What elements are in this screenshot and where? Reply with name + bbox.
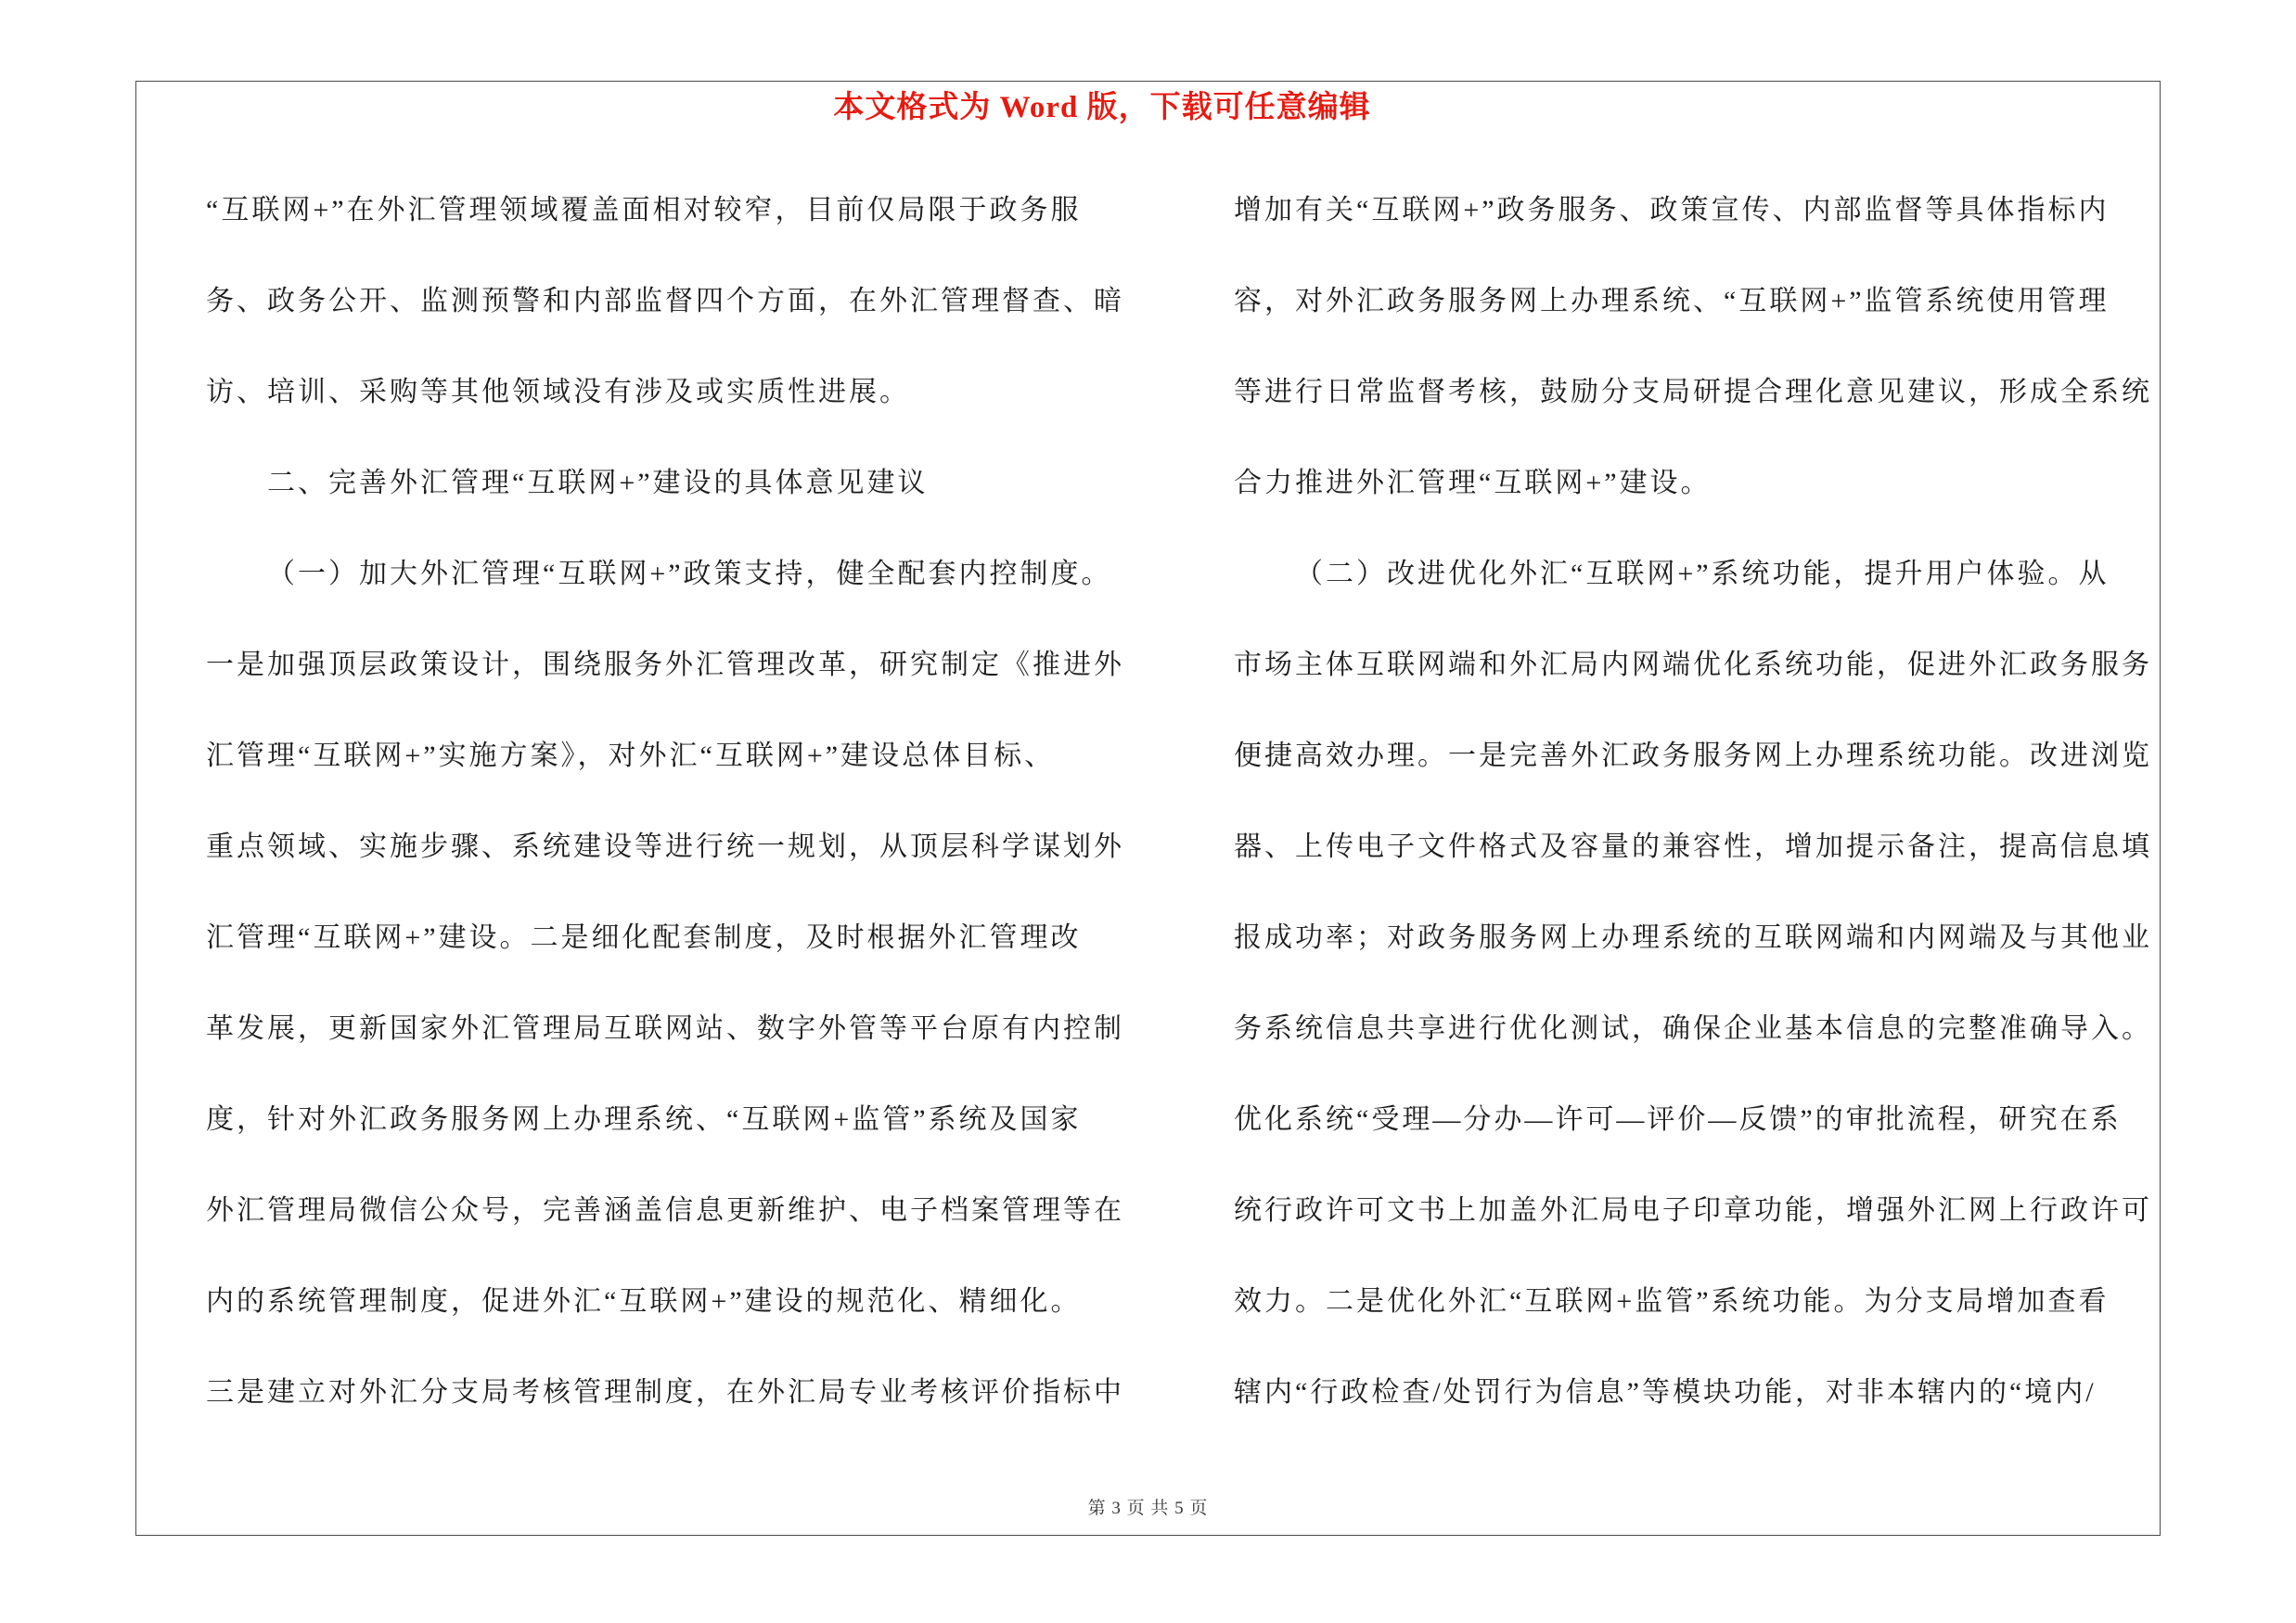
text-line: 汇管理“互联网+”实施方案》，对外汇“互联网+”建设总体目标、 — [206, 741, 1056, 771]
left-text-column — [206, 165, 1134, 1438]
text-line: 重点领域、实施步骤、系统建设等进行统一规划，从顶层科学谋划外 — [206, 831, 1124, 862]
subsection-heading: （二）改进优化外汇“互联网+”系统功能，提升用户体验。从 — [1295, 559, 2110, 589]
text-line: 合力推进外汇管理“互联网+”建设。 — [1234, 468, 1712, 498]
text-line: 三是建立对外汇分支局考核管理制度，在外汇局专业考核评价指标中 — [206, 1377, 1124, 1408]
text-line: 市场主体互联网端和外汇局内网端优化系统功能，促进外汇政务服务 — [1234, 650, 2152, 680]
text-line: 器、上传电子文件格式及容量的兼容性，增加提示备注，提高信息填 — [1234, 831, 2152, 862]
text-line: 务系统信息共享进行优化测试，确保企业基本信息的完整准确导入。 — [1234, 1013, 2152, 1044]
text-line: 一是加强顶层政策设计，围绕服务外汇管理改革，研究制定《推进外 — [206, 650, 1124, 680]
document-header-title: 本文格式为 Word 版，下载可任意编辑 — [833, 91, 1371, 124]
text-line: 务、政务公开、监测预警和内部监督四个方面，在外汇管理督查、暗 — [206, 286, 1124, 316]
text-line: 报成功率；对政务服务网上办理系统的互联网端和内网端及与其他业 — [1234, 922, 2152, 953]
text-line: 外汇管理局微信公众号，完善涵盖信息更新维护、电子档案管理等在 — [206, 1195, 1124, 1226]
text-line: 优化系统“受理—分办—许可—评价—反馈”的审批流程，研究在系 — [1234, 1104, 2122, 1135]
text-line: 容，对外汇政务服务网上办理系统、“互联网+”监管系统使用管理 — [1234, 286, 2110, 316]
text-line: 访、培训、采购等其他领域没有涉及或实质性进展。 — [206, 377, 910, 407]
right-text-column — [1234, 165, 2161, 1438]
text-line: “互联网+”在外汇管理领域覆盖面相对较窄，目前仅局限于政务服 — [206, 195, 1082, 225]
subsection-heading: （一）加大外汇管理“互联网+”政策支持，健全配套内控制度。 — [267, 559, 1112, 589]
text-line: 内的系统管理制度，促进外汇“互联网+”建设的规范化、精细化。 — [206, 1286, 1082, 1317]
text-line: 便捷高效办理。一是完善外汇政务服务网上办理系统功能。改进浏览 — [1234, 741, 2152, 771]
text-line: 增加有关“互联网+”政务服务、政策宣传、内部监督等具体指标内 — [1234, 195, 2110, 225]
text-line: 统行政许可文书上加盖外汇局电子印章功能，增强外汇网上行政许可 — [1234, 1195, 2152, 1226]
page-number-footer: 第 3 页 共 5 页 — [1087, 1499, 1209, 1518]
text-line: 等进行日常监督考核，鼓励分支局研提合理化意见建议，形成全系统 — [1234, 377, 2152, 407]
section-heading: 二、完善外汇管理“互联网+”建设的具体意见建议 — [267, 468, 929, 498]
text-line: 度，针对外汇政务服务网上办理系统、“互联网+监管”系统及国家 — [206, 1104, 1082, 1135]
text-line: 汇管理“互联网+”建设。二是细化配套制度，及时根据外汇管理改 — [206, 922, 1082, 953]
text-line: 革发展，更新国家外汇管理局互联网站、数字外管等平台原有内控制 — [206, 1013, 1124, 1044]
text-line: 辖内“行政检查/处罚行为信息”等模块功能，对非本辖内的“境内/ — [1234, 1377, 2097, 1408]
text-line: 效力。二是优化外汇“互联网+监管”系统功能。为分支局增加查看 — [1234, 1286, 2110, 1317]
